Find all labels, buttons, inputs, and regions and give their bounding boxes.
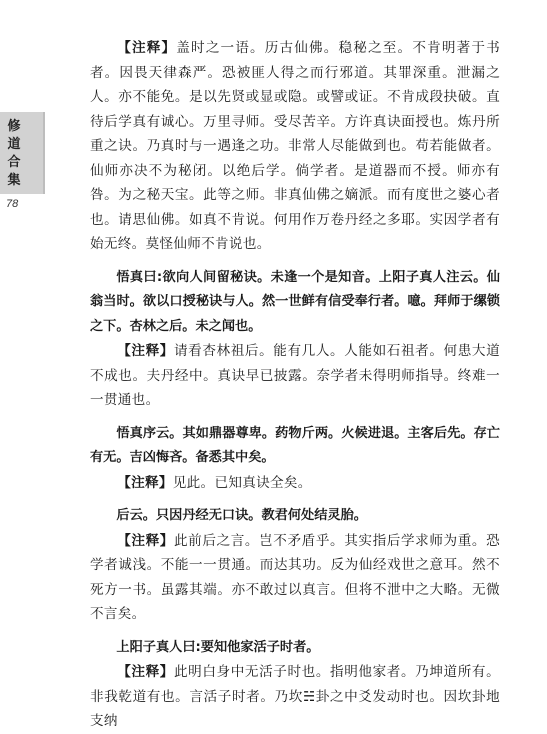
annotation-paragraph (90, 660, 500, 734)
annotation-paragraph (90, 339, 500, 413)
annotation-tag: 【注释】 (117, 532, 174, 549)
page-body (90, 36, 500, 734)
quoted-heading: 后云。只因丹经无口诀。教君何处结灵胎。 (116, 508, 367, 523)
annotation-paragraph (90, 36, 500, 257)
annotation-text: 盖时之一语。历古仙佛。稳秘之至。不肯明著于书者。因畏天律森严。恐被匪人得之而行邪道。其罪深重。泄漏之人。亦不能免。是以先贤或显或隐。或譬或证。不肯成段抉破。直待后学真有诚心。万里寻师。受尽苦辛。方许真诀面授也。炼丹所重之诀。乃真时与一遇逢之功。非常人尽能做到也。苟若能做者。仙师亦决不为秘闭。以绝后学。倘学者。是道器而不授。师亦有咎。为之秘天宝。此等之师。非真仙佛之嫡派。而有度世之婆心者也。请思仙佛。如真不肯说。何用作万卷丹经之多耶。实因学者有始无终。莫怪仙师不肯说也。 (90, 40, 500, 252)
annotation-text: 请看杏林祖后。能有几人。人能如石祖者。何患大道不成也。夫丹经中。真诀早已披露。奈学者未得明师指导。终难一一贯通也。 (90, 343, 500, 408)
quoted-heading: 上阳子真人曰:要知他家活子时者。 (116, 639, 320, 655)
annotation-tag: 【注释】 (117, 40, 177, 56)
annotation-text: 此前后之言。岂不矛盾乎。其实指后学求师为重。恐学者诚浅。不能一一贯通。而达其功。反为仙经戏世之意耳。然不死方一书。虽露其端。亦不敢过以真言。但将不泄中之大略。无微不言矣。 (90, 532, 500, 622)
annotation-tag: 【注释】 (117, 664, 174, 680)
annotation-tag: 【注释】 (117, 474, 173, 491)
side-tab-title: 修道合集 (7, 119, 21, 188)
quoted-heading: 悟真序云。其如鼎器尊卑。药物斤两。火候进退。主客后先。存亡有无。吉凶悔吝。备悉其中矣。 (90, 425, 500, 465)
annotation-paragraph (90, 529, 500, 627)
page-number: 78 (6, 198, 19, 210)
section-side-tab (0, 112, 45, 194)
annotation-tag: 【注释】 (117, 343, 174, 359)
annotation-text: 见此。已知真诀全矣。 (172, 474, 312, 491)
quoted-heading: 悟真曰:欲向人间留秘诀。未逢一个是知音。上阳子真人注云。仙翁当时。欲以口授秘诀与人。然一世鲜有信受奉行者。噫。拜师于缧锁之下。杏林之后。未之闻也。 (90, 269, 500, 334)
annotation-paragraph (90, 471, 500, 496)
annotation-text: 此明白身中无活子时也。指明他家者。乃坤道所有。非我乾道有也。言活子时者。乃坎☵卦之中爻发动时也。因坎卦地支纳 (90, 664, 500, 729)
